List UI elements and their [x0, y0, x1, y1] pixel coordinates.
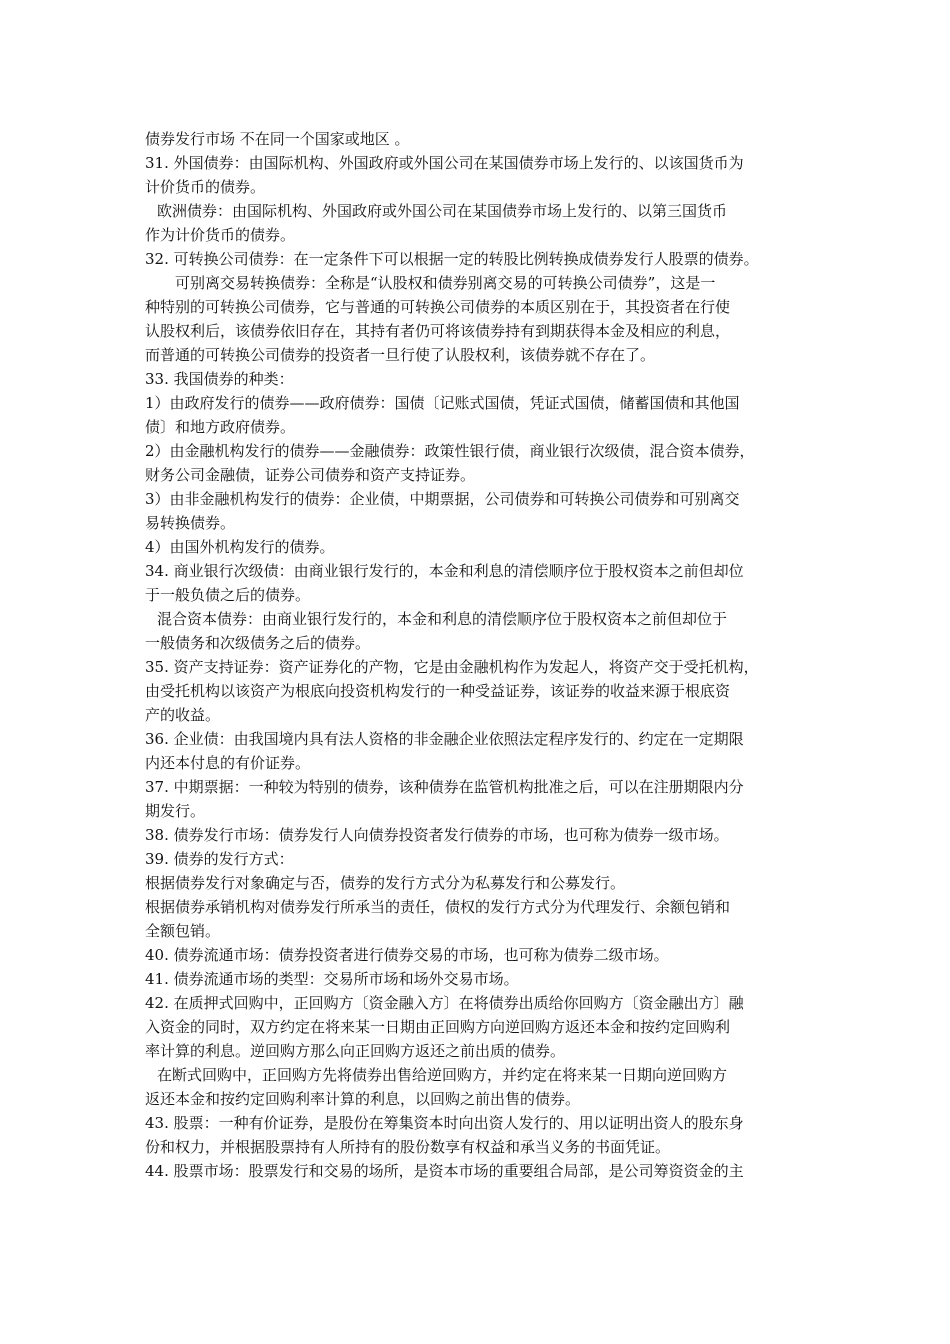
text-line: 2）由金融机构发行的债券——金融债券：政策性银行债，商业银行次级债，混合资本债券，	[145, 442, 755, 460]
text-line: 根据债券承销机构对债券发行所承当的责任，债权的发行方式分为代理发行、余额包销和	[145, 898, 731, 916]
text-line: 37. 中期票据：一种较为特别的债券，该种债券在监管机构批准之后，可以在注册期限内分	[145, 778, 744, 796]
text-line: 债券发行市场 不在同一个国家或地区 。	[145, 130, 410, 148]
text-line: 易转换债券。	[145, 514, 236, 532]
text-line: 财务公司金融债，证券公司债券和资产支持证券。	[145, 466, 476, 484]
text-line: 作为计价货币的债券。	[145, 226, 296, 244]
text-line: 34. 商业银行次级债：由商业银行发行的，本金和利息的清偿顺序位于股权资本之前但却位	[145, 562, 744, 580]
text-line: 于一般负债之后的债券。	[145, 586, 311, 604]
text-line: 而普通的可转换公司债券的投资者一旦行使了认股权利，该债券就不存在了。	[145, 346, 656, 364]
text-line: 41. 债券流通市场的类型：交易所市场和场外交易市场。	[145, 970, 519, 988]
text-line: 期发行。	[145, 802, 206, 820]
text-line: 33. 我国债券的种类：	[145, 370, 294, 388]
text-line: 36. 企业债：由我国境内具有法人资格的非金融企业依照法定程序发行的、约定在一定期限	[145, 730, 744, 748]
text-line: 3）由非金融机构发行的债券：企业债，中期票据，公司债券和可转换公司债券和可别离交	[145, 490, 740, 508]
text-line: 35. 资产支持证券：资产证券化的产物，它是由金融机构作为发起人，将资产交于受托机构，	[145, 658, 759, 676]
text-line: 返还本金和按约定回购利率计算的利息，以回购之前出售的债券。	[145, 1090, 581, 1108]
text-line: 根据债券发行对象确定与否，债券的发行方式分为私募发行和公募发行。	[145, 874, 626, 892]
text-line: 4）由国外机构发行的债券。	[145, 538, 335, 556]
text-line: 可别离交易转换债券：全称是“认股权和债券别离交易的可转换公司债券”，这是一	[175, 274, 716, 292]
text-line: 欧洲债券：由国际机构、外国政府或外国公司在某国债券市场上发行的、以第三国货币	[157, 202, 728, 220]
text-line: 由受托机构以该资产为根底向投资机构发行的一种受益证券，该证券的收益来源于根底资	[145, 682, 731, 700]
text-line: 计价货币的债券。	[145, 178, 266, 196]
text-line: 43. 股票：一种有价证券，是股份在筹集资本时向出资人发行的、用以证明出资人的股东身	[145, 1114, 744, 1132]
text-line: 1）由政府发行的债券——政府债券：国债〔记账式国债，凭证式国债，储蓄国债和其他国	[145, 394, 740, 412]
text-line: 混合资本债券：由商业银行发行的，本金和利息的清偿顺序位于股权资本之前但却位于	[157, 610, 728, 628]
text-line: 全额包销。	[145, 922, 221, 940]
text-line: 一般债务和次级债务之后的债券。	[145, 634, 371, 652]
text-line: 42. 在质押式回购中，正回购方〔资金融入方〕在将债券出质给你回购方〔资金融出方〕融	[145, 994, 744, 1012]
text-line: 种特别的可转换公司债券，它与普通的可转换公司债券的本质区别在于，其投资者在行使	[145, 298, 731, 316]
text-line: 40. 债券流通市场：债券投资者进行债券交易的市场，也可称为债券二级市场。	[145, 946, 669, 964]
text-line: 31. 外国债券：由国际机构、外国政府或外国公司在某国债券市场上发行的、以该国货币为	[145, 154, 744, 172]
text-line: 债〕和地方政府债券。	[145, 418, 296, 436]
text-line: 39. 债券的发行方式：	[145, 850, 294, 868]
text-line: 在断式回购中，正回购方先将债券出售给逆回购方，并约定在将来某一日期向逆回购方	[157, 1066, 728, 1084]
text-line: 份和权力，并根据股票持有人所持有的股份数享有权益和承当义务的书面凭证。	[145, 1138, 671, 1156]
text-line: 32. 可转换公司债券：在一定条件下可以根据一定的转股比例转换成债券发行人股票的债券。	[145, 250, 759, 268]
text-line: 认股权利后，该债券依旧存在，其持有者仍可将该债券持有到期获得本金及相应的利息，	[145, 322, 731, 340]
text-line: 44. 股票市场：股票发行和交易的场所，是资本市场的重要组合局部，是公司筹资资金的主	[145, 1162, 744, 1180]
text-line: 入资金的同时，双方约定在将来某一日期由正回购方向逆回购方返还本金和按约定回购利	[145, 1018, 731, 1036]
text-line: 产的收益。	[145, 706, 221, 724]
text-line: 率计算的利息。逆回购方那么向正回购方返还之前出质的债券。	[145, 1042, 566, 1060]
text-line: 38. 债券发行市场：债券发行人向债券投资者发行债券的市场，也可称为债券一级市场。	[145, 826, 729, 844]
text-line: 内还本付息的有价证券。	[145, 754, 311, 772]
